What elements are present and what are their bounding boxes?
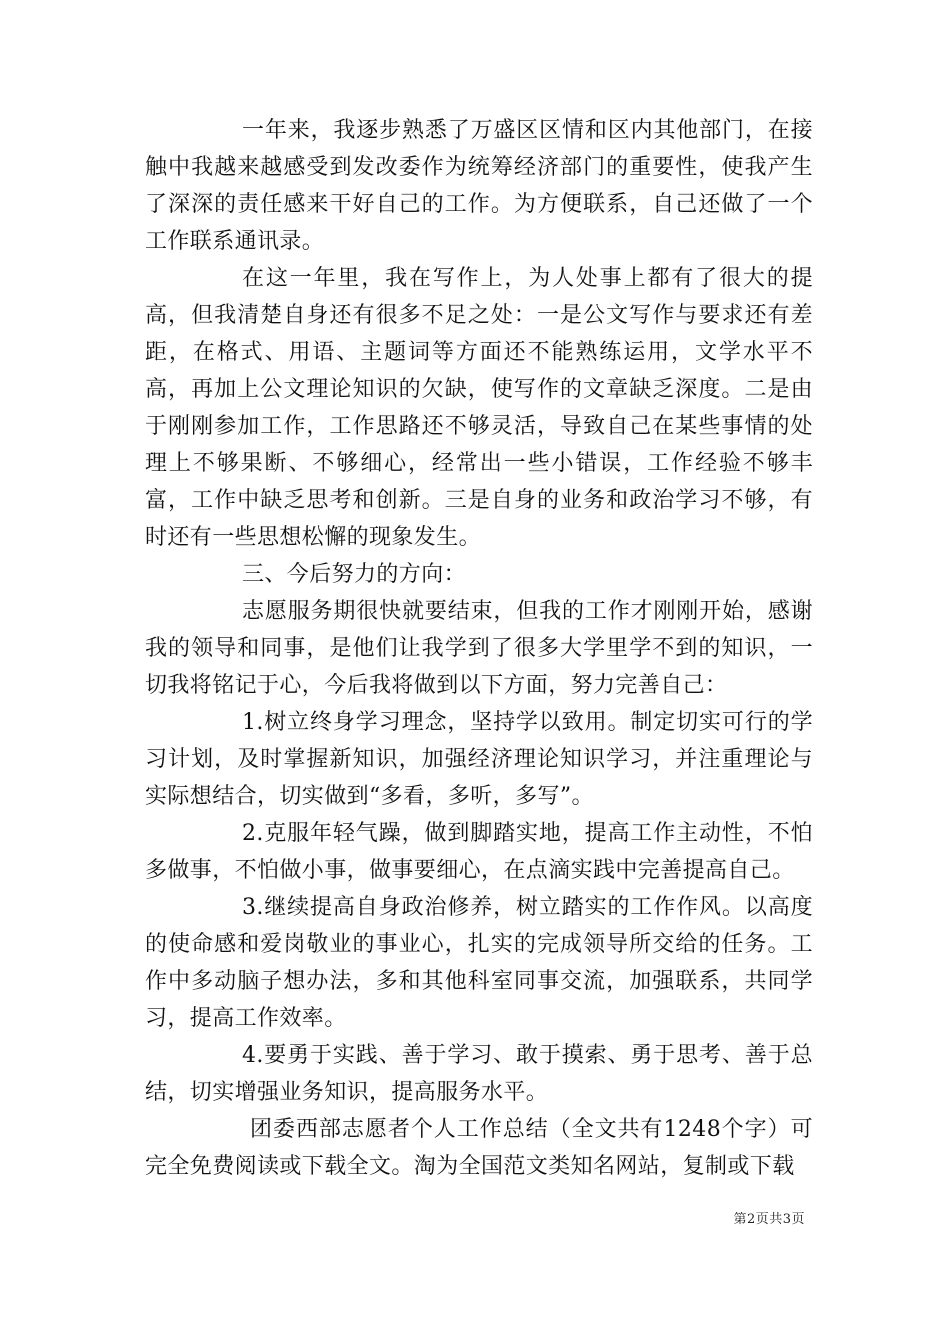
- list-item-4: 4.要勇于实践、善于学习、敢于摸索、勇于思考、善于总结，切实增强业务知识，提高服务水平。: [145, 1043, 813, 1105]
- paragraph-gratitude: 志愿服务期很快就要结束，但我的工作才刚刚开始，感谢我的领导和同事，是他们让我学到了很多大学里学不到的知识，一切我将铭记于心，今后我将做到以下方面，努力完善自己：: [145, 599, 813, 698]
- list-item-1: 1.树立终身学习理念，坚持学以致用。制定切实可行的学习计划，及时掌握新知识，加强经济理论知识学习，并注重理论与实际想结合，切实做到“多看，多听，多写”。: [145, 710, 813, 809]
- page-number-indicator: 第2页共3页: [733, 1212, 805, 1227]
- section-heading-future-direction: 三、今后努力的方向：: [242, 562, 467, 587]
- paragraph-shortcomings: 在这一年里，我在写作上，为人处事上都有了很大的提高，但我清楚自身还有很多不足之处：一是公文写作与要求还有差距，在格式、用语、主题词等方面还不能熟练运用，文学水平不高，再加上公文理论知识的欠缺，使写作的文章缺乏深度。二是由于刚刚参加工作，工作思路还不够灵活，导致自己在某些事情的处理上不够果断、不够细心，经常出一些小错误，工作经验不够丰富，工作中缺乏思考和创新。三是自身的业务和政治学习不够，有时还有一些思想松懈的现象发生。: [145, 266, 813, 550]
- list-item-3: 3.继续提高自身政治修养，树立踏实的工作作风。以高度的使命感和爱岗敬业的事业心，扎实的完成领导所交给的任务。工作中多动脑子想办法，多和其他科室同事交流，加强联系，共同学习，提高工作效率。: [145, 895, 813, 1031]
- document-body: [145, 112, 813, 1185]
- list-item-2: 2.克服年轻气躁，做到脚踏实地，提高工作主动性，不怕多做事，不怕做小事，做事要细心，在点滴实践中完善提高自己。: [145, 821, 813, 883]
- paragraph-download-note: 团委西部志愿者个人工作总结（全文共有1248个字）可完全免费阅读或下载全文。淘为全国范文类知名网站，复制或下载: [145, 1117, 813, 1179]
- paragraph-familiarization: 一年来，我逐步熟悉了万盛区区情和区内其他部门，在接触中我越来越感受到发改委作为统筹经济部门的重要性，使我产生了深深的责任感来干好自己的工作。为方便联系，自己还做了一个工作联系通讯录。: [145, 118, 813, 254]
